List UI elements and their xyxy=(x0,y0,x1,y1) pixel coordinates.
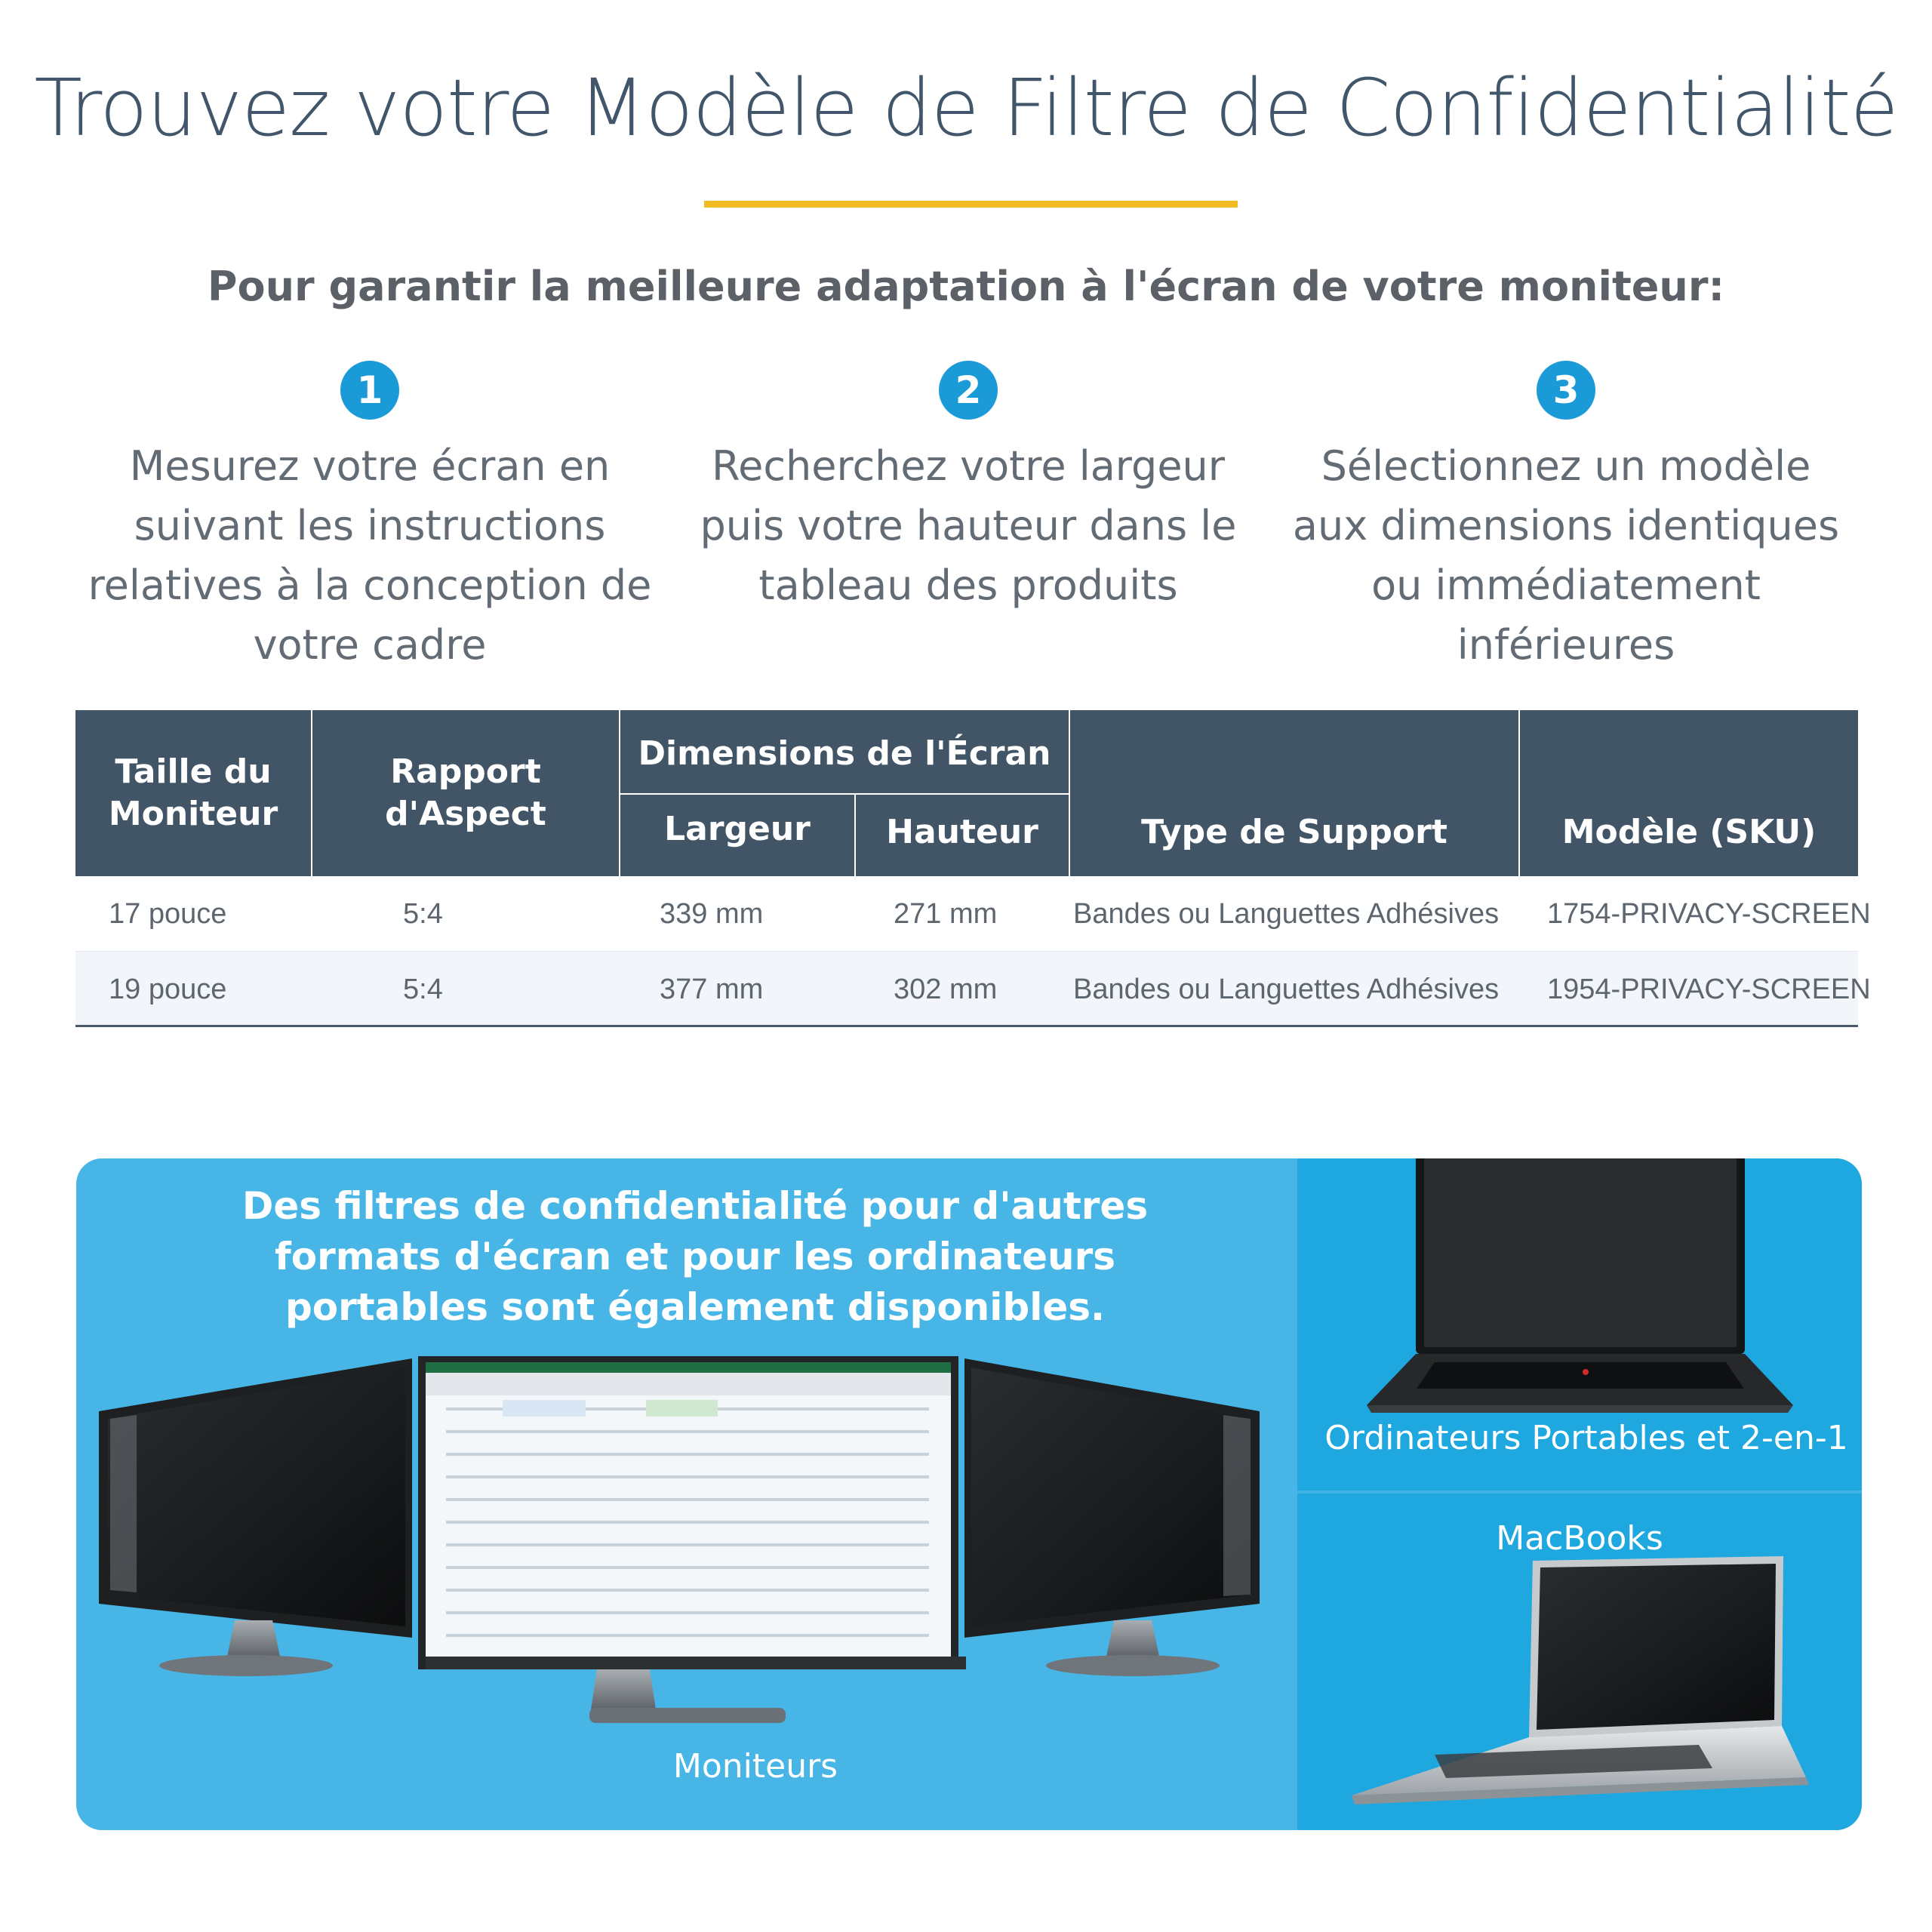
step-description: Sélectionnez un modèle aux dimensions identiques ou immédiatement inférieures xyxy=(1292,442,1840,669)
laptops-caption: Ordinateurs Portables et 2-en-1 xyxy=(1324,1419,1848,1457)
step-number-badge: 1 xyxy=(340,361,399,420)
page-title: Trouvez votre Modèle de Filtre de Confidentialité xyxy=(34,62,1898,154)
step-description: Mesurez votre écran en suivant les instructions relatives à la conception de votre cadre xyxy=(88,442,652,669)
table-row xyxy=(75,952,1871,1027)
monitor-left-icon xyxy=(99,1358,412,1676)
cell-mount: Bandes ou Languettes Adhésives xyxy=(1073,898,1500,930)
cell-height: 302 mm xyxy=(894,974,998,1005)
table-row xyxy=(75,876,1871,952)
header-mount-type: Type de Support xyxy=(1141,813,1447,851)
step-1 xyxy=(83,361,657,675)
table-header xyxy=(75,710,1858,876)
header-aspect-ratio: Rapport d'Aspect xyxy=(385,752,546,833)
step-2 xyxy=(681,361,1255,615)
header-screen-dimensions: Dimensions de l'Écran xyxy=(638,734,1051,773)
header-subdivider xyxy=(620,793,1069,795)
monitor-center-icon xyxy=(418,1356,966,1723)
column-divider xyxy=(311,710,312,876)
promo-headline: Des filtres de confidentialité pour d'autres formats d'écran et pour les ordinateurs portables sont également disponibles. xyxy=(242,1184,1149,1329)
step-3 xyxy=(1279,361,1853,675)
laptop-icon xyxy=(1367,1158,1793,1413)
column-divider xyxy=(1069,710,1070,876)
cell-size: 17 pouce xyxy=(109,898,227,930)
cell-mount: Bandes ou Languettes Adhésives xyxy=(1073,974,1500,1005)
cell-sku: 1954-PRIVACY-SCREEN xyxy=(1547,974,1871,1005)
cell-size: 19 pouce xyxy=(109,974,227,1005)
macbooks-caption: MacBooks xyxy=(1496,1519,1663,1558)
step-description: Recherchez votre largeur puis votre hauteur dans le tableau des produits xyxy=(700,442,1237,609)
page-subtitle: Pour garantir la meilleure adaptation à l'écran de votre moniteur: xyxy=(207,263,1725,310)
cell-aspect: 5:4 xyxy=(403,898,443,930)
header-monitor-size: Taille du Moniteur xyxy=(108,752,278,833)
product-table xyxy=(75,710,1871,1027)
monitor-right-icon xyxy=(964,1358,1260,1676)
cell-width: 339 mm xyxy=(660,898,764,930)
step-number-badge: 3 xyxy=(1537,361,1595,420)
title-underline xyxy=(704,201,1238,208)
promo-banner xyxy=(76,1158,1862,1830)
cell-width: 377 mm xyxy=(660,974,764,1005)
cell-aspect: 5:4 xyxy=(403,974,443,1005)
header-width: Largeur xyxy=(664,810,811,848)
step-number-badge: 2 xyxy=(939,361,998,420)
header-height: Hauteur xyxy=(886,813,1038,851)
header-model-sku: Modèle (SKU) xyxy=(1561,813,1817,851)
monitors-caption: Moniteurs xyxy=(672,1747,838,1786)
column-divider xyxy=(1518,710,1520,876)
cell-height: 271 mm xyxy=(894,898,998,930)
cell-sku: 1754-PRIVACY-SCREEN xyxy=(1547,898,1871,930)
column-divider xyxy=(854,793,856,876)
macbook-icon xyxy=(1352,1556,1809,1804)
